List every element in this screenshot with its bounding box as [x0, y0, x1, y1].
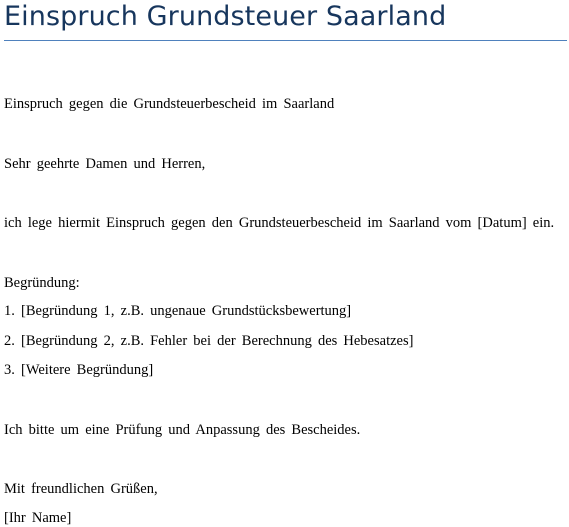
- subject-line: Einspruch gegen die Grundsteuerbescheid im Saarland: [4, 96, 335, 112]
- document-title: Einspruch Grundsteuer Saarland: [4, 1, 447, 32]
- reasons-heading: Begründung:: [4, 275, 80, 291]
- reason-item-2: 2. [Begründung 2, z.B. Fehler bei der Berechnung des Hebesatzes]: [4, 333, 414, 349]
- signature-name: [Ihr Name]: [4, 510, 72, 526]
- reason-item-3: 3. [Weitere Begründung]: [4, 362, 154, 378]
- closing-line: Mit freundlichen Grüßen,: [4, 481, 158, 497]
- salutation: Sehr geehrte Damen und Herren,: [4, 156, 206, 172]
- title-underline: [4, 40, 567, 41]
- intro-paragraph: ich lege hiermit Einspruch gegen den Grundsteuerbescheid im Saarland vom [Datum] ein.: [4, 215, 555, 231]
- request-paragraph: Ich bitte um eine Prüfung und Anpassung des Bescheides.: [4, 422, 361, 438]
- reason-item-1: 1. [Begründung 1, z.B. ungenaue Grundstücksbewertung]: [4, 303, 352, 319]
